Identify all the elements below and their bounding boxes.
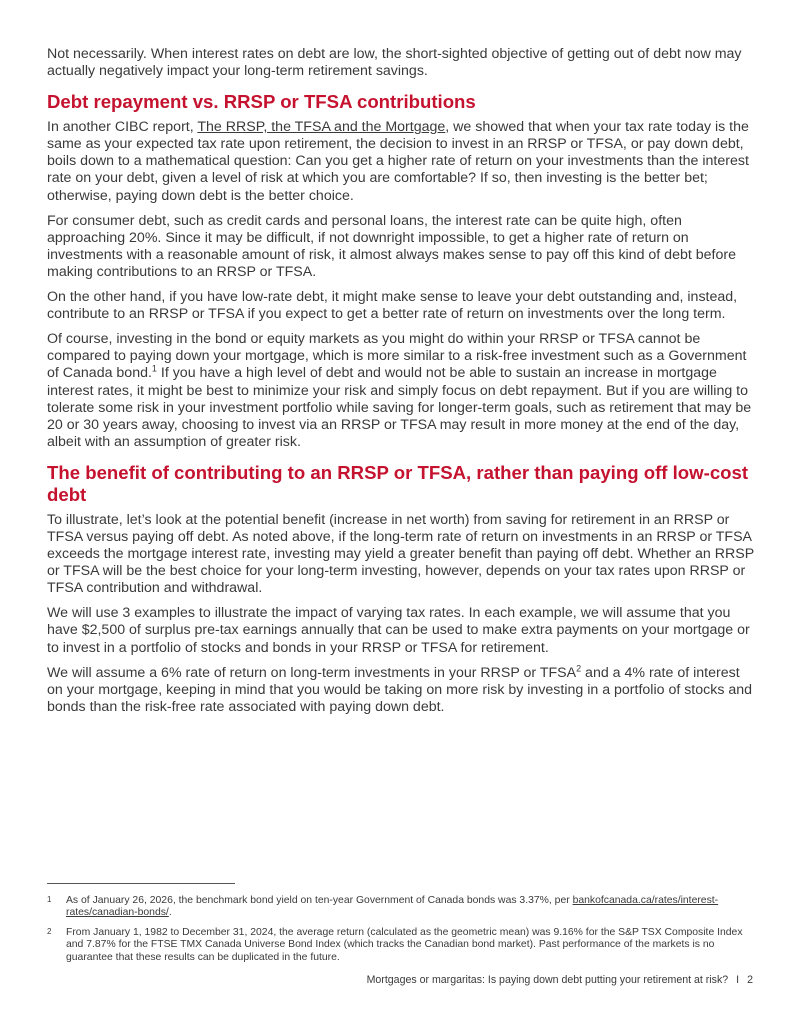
document-body: [47, 46, 757, 724]
footnote-text: [66, 895, 752, 920]
section1-paragraph-3: On the other hand, if you have low-rate debt, it might make sense to leave your debt outstanding and, instead, contribute to an RRSP or TFSA if you expect to get a better rate of return on investments over the long term.: [47, 289, 738, 323]
text-span: In another CIBC report,: [47, 119, 198, 136]
footnote-2: [47, 927, 752, 964]
footnote-1: [47, 895, 752, 920]
bank-of-canada-link[interactable]: bankofcanada.ca/rates/interest-rates/canadian-bonds/: [66, 895, 719, 919]
text-span: We will assume a 6% rate of return on long-term investments in your RRSP or TFSA: [47, 664, 577, 681]
section1-paragraph-4: [47, 331, 757, 451]
section2-paragraph-2: We will use 3 examples to illustrate the impact of varying tax rates. In each example, we will assume that you have $2,500 of surplus pre-tax earnings annually that can be used to make extra payments on your mortgage or to invest in a portfolio of stocks and bonds in your RRSP or TFSA for retirement.: [47, 605, 750, 656]
page-number: 2: [747, 974, 753, 986]
footnotes: [47, 895, 752, 971]
page-footer: [367, 974, 753, 986]
footer-separator: I: [736, 974, 740, 986]
footnote-ref-2: 2: [576, 662, 582, 673]
section2-paragraph-3: [47, 662, 757, 716]
text-span: Of course, investing in the bond or equity markets as you might do within your RRSP or TFSA cannot be compared to paying down your mortgage, which is more similar to a risk-free investment such as a Government of Canada bond.: [47, 331, 747, 382]
footnote-number: 1: [47, 895, 52, 904]
text-span: If you have a high level of debt and would not be able to sustain an increase in mortgage interest rates, it might be best to minimize your risk and simply focus on debt repayment. But if you are willing to tolerate some risk in your investment portfolio while saving for longer-term goals, such as retirement that may be 20 or 30 years away, choosing to invest via an RRSP or TFSA may result in more money at the end of the day, albeit with an assumption of greater risk.: [47, 365, 752, 450]
text-span: .: [168, 907, 172, 919]
text-span: and a 4% rate of interest on your mortgage, keeping in mind that you would be taking on more risk by investing in a portfolio of stocks and bonds than the risk-free rate associated with paying down debt.: [47, 664, 753, 715]
intro-paragraph: Not necessarily. When interest rates on debt are low, the short-sighted objective of getting out of debt now may actually negatively impact your long-term retirement savings.: [47, 46, 742, 80]
footnote-text: From January 1, 1982 to December 31, 2024, the average return (calculated as the geometric mean) was 9.16% for the S&P TSX Composite Index and 7.87% for the FTSE TMX Canada Universe Bond Index (which tracks the Canadian bond market). Past performance of the markets is no guarantee that these results can be duplicated in the future.: [66, 926, 743, 963]
footnote-ref-1: 1: [151, 363, 157, 374]
footnote-divider: [47, 883, 235, 884]
section-heading-benefit: The benefit of contributing to an RRSP or TFSA, rather than paying off low-cost debt: [47, 461, 749, 505]
section1-paragraph-2: For consumer debt, such as credit cards and personal loans, the interest rate can be quite high, often approaching 20%. Since it may be difficult, if not downright impossible, to get a higher rate of return on investments with a reasonable amount of risk, it almost always makes sense to pay off this kind of debt before making contributions to an RRSP or TFSA.: [47, 212, 736, 280]
text-span: As of January 26, 2026, the benchmark bond yield on ten-year Government of Canada bonds was 3.37%, per: [66, 895, 573, 906]
section2-paragraph-1: To illustrate, let’s look at the potential benefit (increase in net worth) from saving for retirement in an RRSP or TFSA versus paying off debt. As noted above, if the long-term rate of return on investments in an RRSP or TFSA exceeds the mortgage interest rate, investing may yield a greater benefit than paying off debt. Whether an RRSP or TFSA will be the best choice for your long-term investing, however, depends on your tax rates upon RRSP or TFSA contribution and withdrawal.: [47, 511, 754, 597]
section-heading-debt-repayment: Debt repayment vs. RRSP or TFSA contributions: [47, 91, 476, 113]
footnote-number: 2: [47, 926, 52, 936]
footer-title: Mortgages or margaritas: Is paying down debt putting your retirement at risk?: [366, 974, 729, 986]
report-link[interactable]: The RRSP, the TFSA and the Mortgage: [197, 119, 446, 136]
text-span: , we showed that when your tax rate today is the same as your expected tax rate upon retirement, the decision to invest in an RRSP or TFSA, or pay down debt, boils down to a mathematical question: Can you get a higher rate of return on your investments than the interest rate on your debt, given a level of risk at which you are comfortable? If so, then investing is the better bet; otherwise, paying down debt is the better choice.: [47, 119, 749, 204]
section1-paragraph-1: [47, 119, 757, 204]
